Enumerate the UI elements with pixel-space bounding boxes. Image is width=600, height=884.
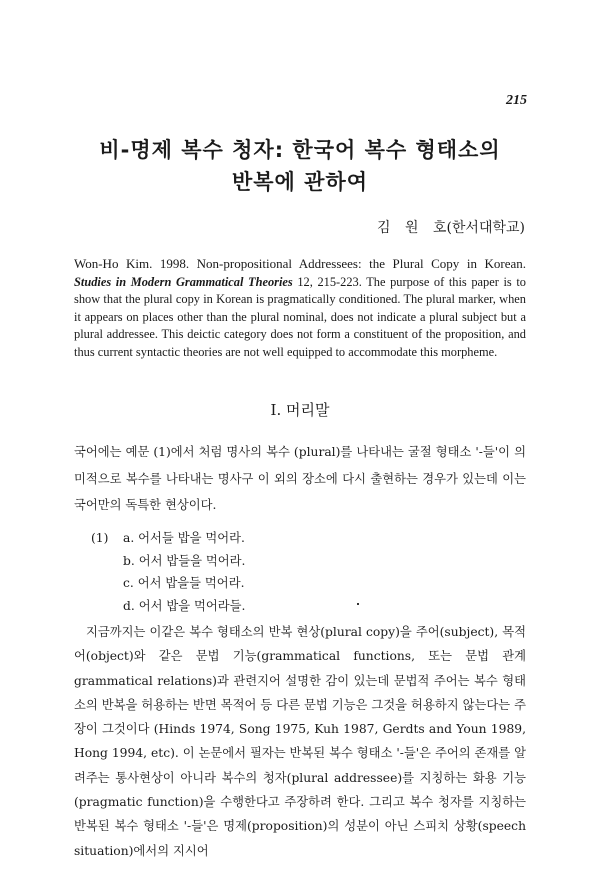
example-item xyxy=(91,550,245,573)
example-letter: a. xyxy=(123,531,135,545)
example-text: 어서 밥을 먹어라들. xyxy=(138,598,246,613)
example-number: (1) xyxy=(91,531,109,545)
abstract-body: The purpose of this paper is to show that the plural copy in Korean is pragmatically conditioned. The plural marker, when it appears on places other than the plural nominal, does not indicate a plural subject but a plural addressee. This deictic category does not form a constituent of the proposition, and thus current syntactic theories are not well equipped to accommodate this morpheme. xyxy=(74,274,526,359)
volume-pages: 12, 215-223. xyxy=(292,274,362,289)
journal-name: Studies in Modern Grammatical Theories xyxy=(74,274,293,289)
example-text: 어서 밥을들 먹어라. xyxy=(137,576,245,590)
citation-head: Won-Ho Kim. 1998. Non-propositional Addressees: the Plural Copy in Korean. xyxy=(74,256,526,271)
example-text: 어서들 밥을 먹어라. xyxy=(138,531,245,545)
section-heading: I. 머리말 xyxy=(270,401,330,419)
author-affiliation: 김 원 호(한서대학교) xyxy=(376,220,525,236)
example-letter: c. xyxy=(123,576,134,590)
body-paragraph-1: 국어에는 예문 (1)에서 처럼 명사의 복수 (plural)를 나타내는 굴절 형태소 '-들'이 의미적으로 복수를 나타내는 명사구 이 외의 장소에 다시 출현하는 경우가 있는데 이는 국어만의 독특한 현상이다. xyxy=(74,445,526,512)
example-list xyxy=(91,527,245,617)
example-item xyxy=(91,527,245,550)
example-letter: d. xyxy=(123,598,135,613)
paper-title-line-2: 반복에 관하여 xyxy=(231,170,369,194)
example-item xyxy=(91,595,245,618)
example-item xyxy=(91,572,245,595)
abstract xyxy=(74,255,526,362)
example-letter: b. xyxy=(123,553,135,568)
paper-title-line-1: 비-명제 복수 청자: 한국어 복수 형태소의 xyxy=(99,138,501,162)
body-paragraph-2: 지금까지는 이같은 복수 형태소의 반복 현상(plural copy)을 주어(subject), 목적어(object)와 같은 문법 기능(grammatical functions, 또는 문법 관계 grammatical relations)과 관련지어 설명한 감이 있는데 문법적 주어는 복수 형태소의 반복을 허용하는 반면 목적어 등 다른 문법 기능은 그것을 허용하지 않는다는 주장이 그것이다 (Hinds 1974, Song 1975, Kuh 1987, Gerdts and Youn 1989, Hong 1994, etc). 이 논문에서 필자는 반복된 복수 형태소 '-들'은 주어의 존재를 알려주는 통사현상이 아니라 복수의 청자(plural addressee)를 지칭하는 화용 기능(pragmatic function)을 수행한다고 주장하려 한다. 그리고 복수 청자를 지칭하는 반복된 복수 형태소 '-들'은 명제(proposition)의 성분이 아닌 스피치 상황(speech situation)에서의 지시어 xyxy=(74,625,526,858)
example-text: 어서 밥들을 먹어라. xyxy=(138,553,246,568)
stray-mark xyxy=(357,603,359,605)
page-number: 215 xyxy=(506,93,527,108)
